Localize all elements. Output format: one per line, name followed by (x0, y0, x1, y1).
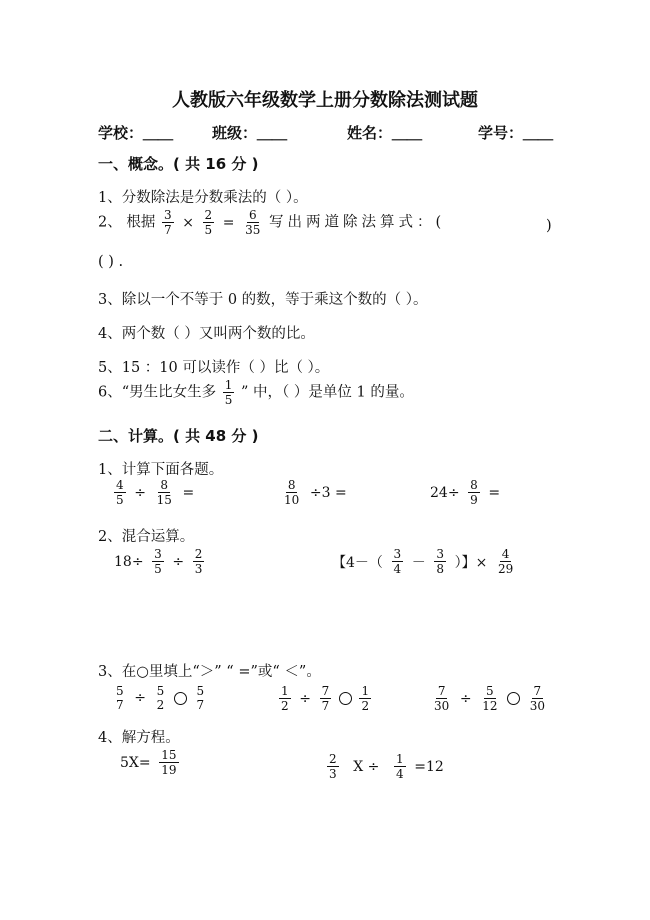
calc-2b-close: ）】× (454, 554, 488, 571)
fraction: $\frac{1}{2}$ (361, 684, 370, 713)
fraction: $\frac{15}{19}$ (161, 748, 177, 777)
fraction: $\frac{1}{2}$ (281, 684, 289, 713)
fraction: $\frac{4}{29}$ (497, 547, 514, 576)
fraction: 5 7 (196, 684, 205, 712)
divide-sign: ÷ (134, 690, 146, 706)
fraction: $\frac{3}{5}$ (154, 547, 162, 576)
fraction: $\frac{6}{35}$ (245, 208, 261, 237)
fraction: $\frac{3}{8}$ (436, 547, 445, 576)
fraction: $\frac{7}{30}$ (529, 684, 546, 713)
school-field: 学校：＿＿ (98, 124, 174, 142)
equation-b (325, 752, 446, 781)
fraction: $\frac{8}{10}$ (284, 478, 300, 507)
question-5: 5、15 ：10 可以读作（ ）比（ ）。 (98, 360, 330, 376)
question-6 (98, 378, 414, 407)
fraction: $\frac{2}{5}$ (204, 208, 213, 237)
part1-label: 1、计算下面各题。 (98, 462, 224, 478)
part4-label: 4、解方程。 (98, 730, 180, 746)
equals-sign: = (222, 214, 235, 231)
compare-c (430, 684, 549, 713)
q2-text: 写出两道除法算式：( (269, 214, 446, 231)
question-1: 1、分数除法是分数乘法的（ ）。 (98, 190, 308, 206)
calc-1c (428, 478, 502, 507)
divide-sign: ÷ (134, 484, 146, 501)
class-field: 班级：＿＿ (212, 124, 288, 142)
part3-label: 3、在○里填上“＞” “ =”或“ ＜”。 (98, 664, 321, 680)
equation-b-mid: X ÷ (353, 758, 380, 775)
fraction: $\frac{7}{7}$ (321, 684, 330, 713)
calc-1b-rest: ÷3 = (309, 484, 347, 501)
name-field: 姓名：＿＿ (347, 124, 423, 142)
q2-prefix: 2、 根据 (98, 214, 156, 231)
calc-2a (112, 547, 206, 576)
fraction: $\frac{4}{5}$ (116, 478, 124, 507)
divide-sign: ÷ (299, 690, 311, 707)
equals-sign: = (182, 484, 195, 501)
calc-2b-lead: 【4－（ (332, 554, 383, 571)
fraction: $\frac{3}{7}$ (163, 208, 172, 237)
fraction: $\frac{2}{3}$ (329, 752, 337, 781)
divide-sign: ÷ (459, 690, 472, 707)
fraction: $\frac{5}{12}$ (482, 684, 498, 713)
minus-sign: － (411, 554, 426, 571)
equation-a-lead: 5X= (120, 754, 151, 771)
calc-1c-lead: 24÷ (430, 484, 460, 501)
times-sign: × (182, 214, 194, 231)
calc-1b (280, 478, 349, 507)
fraction: $\frac{1}{4}$ (396, 752, 404, 781)
calc-2b (330, 547, 517, 576)
section1-heading: 一、概念。( 共 16 分 ) (98, 155, 259, 173)
compare-circle[interactable] (339, 692, 352, 705)
q2-line2: ( ) . (98, 254, 124, 270)
calc-1a (112, 478, 196, 507)
fraction: $\frac{2}{3}$ (194, 547, 203, 576)
equation-a (118, 748, 181, 777)
page-title: 人教版六年级数学上册分数除法测试题 (172, 90, 478, 111)
compare-b (277, 684, 373, 713)
question-2 (98, 208, 445, 237)
q6-suffix: ” 中，（ ）是单位 1 的量。 (241, 384, 414, 401)
fraction: $\frac{3}{4}$ (393, 547, 402, 576)
compare-circle[interactable] (507, 692, 520, 705)
fraction: 5 7 (116, 684, 124, 712)
fraction: $\frac{1}{5}$ (224, 378, 233, 407)
compare-a (112, 684, 208, 712)
q2-close-paren: ) (546, 218, 552, 234)
divide-sign: ÷ (172, 553, 185, 570)
compare-circle[interactable] (174, 692, 187, 705)
equation-b-tail: =12 (414, 758, 444, 775)
fraction: $\frac{8}{9}$ (470, 478, 478, 507)
fraction: $\frac{8}{15}$ (156, 478, 172, 507)
equals-sign: = (488, 484, 501, 501)
section2-heading: 二、计算。( 共 48 分 ) (98, 427, 259, 445)
calc-2a-lead: 18÷ (114, 553, 144, 570)
q6-prefix: 6、“男生比女生多 (98, 384, 217, 401)
question-3: 3、除以一个不等于 0 的数，等于乘这个数的（ ）。 (98, 292, 428, 308)
part2-label: 2、混合运算。 (98, 529, 195, 545)
question-4: 4、两个数（ ）又叫两个数的比。 (98, 326, 315, 342)
fraction: $\frac{7}{30}$ (434, 684, 450, 713)
student-number-field: 学号：＿＿ (478, 124, 554, 142)
fraction: 5 2 (156, 684, 165, 712)
